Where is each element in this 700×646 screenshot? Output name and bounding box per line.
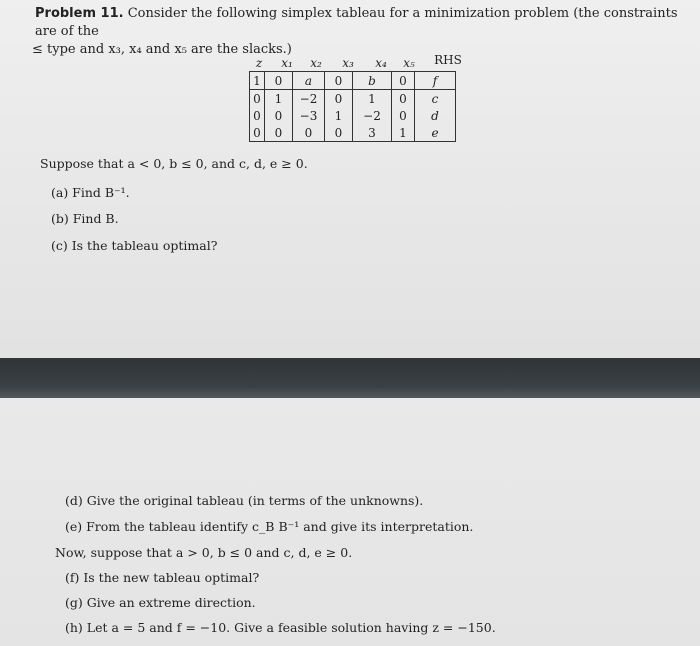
tableau-cell: −2 [353, 107, 392, 124]
tableau-cell: f [415, 72, 456, 90]
condition-part-2: Now, suppose that a > 0, b ≤ 0 and c, d, e ≥ 0. [55, 545, 353, 560]
question-a: (a) Find B⁻¹. [51, 185, 130, 200]
tableau-header-x3: x₃ [342, 56, 354, 70]
tableau-cell: 1 [250, 72, 265, 90]
tableau-row [250, 124, 456, 142]
problem-line-2: ≤ type and x₃, x₄ and x₅ are the slacks.) [32, 42, 292, 57]
tableau-header-rhs: RHS [434, 53, 462, 67]
tableau-cell: 0 [250, 107, 265, 124]
question-d: (d) Give the original tableau (in terms of the unknowns). [65, 493, 424, 508]
tableau-cell: c [415, 90, 456, 108]
problem-heading: Problem 11. [35, 6, 124, 21]
tableau-cell: 0 [265, 72, 293, 90]
tableau-cell: 0 [293, 124, 325, 142]
tableau-cell: 1 [265, 90, 293, 108]
tableau-header-x4: x₄ [375, 56, 387, 70]
tableau-cell: a [293, 72, 325, 90]
question-h: (h) Let a = 5 and f = −10. Give a feasible solution having z = −150. [65, 620, 496, 635]
tableau-cell: 0 [250, 124, 265, 142]
tableau-cell: 0 [325, 124, 353, 142]
simplex-tableau [249, 71, 456, 142]
page-divider-band [0, 358, 700, 398]
problem-line-1: Consider the following simplex tableau for a minimization problem (the constraints are of the [35, 6, 678, 39]
tableau-header-z: z [255, 56, 263, 70]
question-f: (f) Is the new tableau optimal? [65, 570, 260, 585]
tableau-cell: 0 [265, 107, 293, 124]
tableau-cell: 1 [392, 124, 415, 142]
tableau-cell: 0 [325, 72, 353, 90]
tableau-cell: 1 [325, 107, 353, 124]
tableau-cell: d [415, 107, 456, 124]
tableau-cell: 0 [265, 124, 293, 142]
tableau-cell: b [353, 72, 392, 90]
tableau-cell: −2 [293, 90, 325, 108]
tableau-cell: 0 [392, 107, 415, 124]
tableau-header-x1: x₁ [281, 56, 293, 70]
question-c: (c) Is the tableau optimal? [51, 238, 218, 253]
question-e: (e) From the tableau identify c_B B⁻¹ and give its interpretation. [65, 519, 474, 534]
tableau-row-objective [250, 72, 456, 90]
tableau-header-x2: x₂ [310, 56, 322, 70]
tableau-cell: 1 [353, 90, 392, 108]
tableau-row [250, 107, 456, 124]
tableau-cell: −3 [293, 107, 325, 124]
question-b: (b) Find B. [51, 211, 119, 226]
problem-statement [32, 5, 685, 59]
condition-part-1: Suppose that a < 0, b ≤ 0, and c, d, e ≥ 0. [40, 156, 308, 171]
tableau-cell: e [415, 124, 456, 142]
tableau-row [250, 90, 456, 108]
tableau-cell: 3 [353, 124, 392, 142]
question-g: (g) Give an extreme direction. [65, 595, 256, 610]
tableau-cell: 0 [392, 90, 415, 108]
tableau-header-x5: x₅ [403, 56, 415, 70]
tableau-cell: 0 [250, 90, 265, 108]
tableau-cell: 0 [325, 90, 353, 108]
tableau-cell: 0 [392, 72, 415, 90]
